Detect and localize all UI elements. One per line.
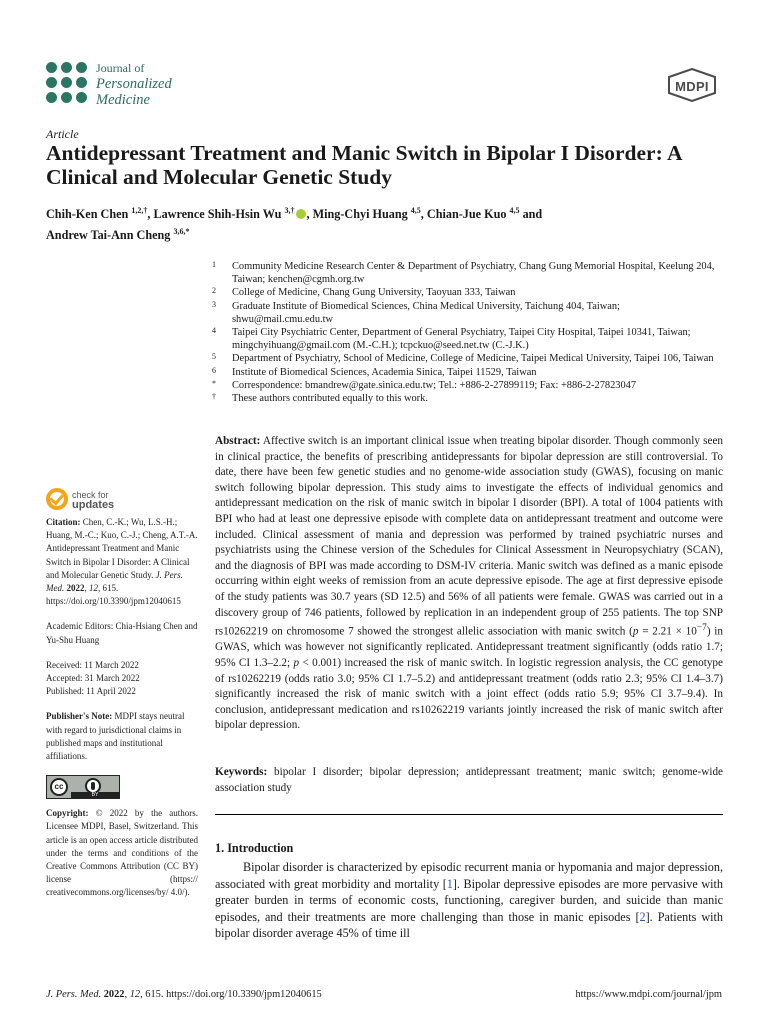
affiliation-number: † [212,392,216,402]
by-label: BY [71,792,119,798]
affiliation-text: Department of Psychiatry, School of Medicine, College of Medicine, Taipei Medical University, Taipei 106, Taiwan [232,353,714,365]
journal-name-line2: Medicine [96,92,150,108]
abstract-text: < 0.001) increased the risk of manic switch. In logistic regression analysis, the CC genotype of rs10262219 (odds ratio 3.0; 95% CI 1.7–5.2) and antidepressant treatment (odds ratio 2.3; 95% CI 1.4–3.7) significantly increased the risk of manic switch with a joint effect (odds ratio 5.9; 95% CI 3.7–9.4). In conclusion, antidepressant medication and rs10262219 variants jointly increased the risk of manic switch after bipolar depression. [215,657,723,732]
section-divider [215,814,723,815]
introduction-text: ]. Bipolar depressive episodes are more pervasive with greater burden in terms of economic costs, functioning, caregiver burden, and suicide than manic episodes, and their treatments are more challenging than those in manic episodes [ [215,876,724,924]
affiliation-text: Taipei City Psychiatric Center, Department of General Psychiatry, Taipei City Hospital, Taipei 10341, Taiwan; mingchyihuang@gmail.com (M.-C.H.); tcpckuo@seed.net.tw (C.-J.K.) [232,327,691,352]
affiliation-item [212,326,722,352]
cc-icon: cc [50,778,68,796]
footer-journal-url[interactable]: https://www.mdpi.com/journal/jpm [575,989,722,1000]
author-affiliation-sup: 4,5 [509,206,520,215]
academic-editors: Academic Editors: Chia-Hsiang Chen and Yu-Shu Huang [46,621,198,645]
affiliation-number: * [212,378,216,388]
introduction-text: ]. Patients with bipolar disorder average 45% of time ill [215,909,723,940]
check-updates-label-2: updates [72,499,115,511]
citation-text: Chen, C.-K.; Wu, L.S.-H.; Huang, M.-C.; Kuo, C.-J.; Cheng, A.T.-A. Antidepressant Treatment and Manic Switch in Bipolar I Disorder: A Clinical and Molecular Genetic Study. [46,517,198,580]
citation-label: Citation: [46,517,81,527]
affiliation-item [212,300,722,326]
equal-contribution-text: These authors contributed equally to this work. [232,393,428,405]
keywords [215,765,723,796]
journal-name-small: Journal of [96,61,145,75]
author-affiliation-sup: 3,6,* [173,227,190,237]
abstract-label: Abstract: [215,435,261,447]
journal-name-line1: Personalized [96,76,172,92]
publishers-note [46,710,198,763]
copyright-text: © 2022 by the authors. Licensee MDPI, Basel, Switzerland. This article is an open access article distributed under the terms and conditions of the Creative Commons Attribution (CC BY) license (https:// creativecommons.org/licenses/by/ 4.0/). [46,808,199,898]
received-date: Received: 11 March 2022 [46,659,139,670]
affiliation-number: 1 [212,260,216,269]
affiliation-number: 6 [212,365,216,375]
affiliation-text: Community Medicine Research Center & Department of Psychiatry, Chang Gung Memorial Hospital, Keelung 204, Taiwan; kenchen@cgmh.org.tw [232,261,715,286]
article-type: Article [46,127,79,141]
reference-link[interactable]: 2 [639,909,646,924]
introduction-text: Bipolar disorder is characterized by episodic recurrent mania or hypomania and major depression, associated with great morbidity and mortality [ [215,860,723,891]
affiliation-text: College of Medicine, Chang Gung University, Taoyuan 333, Taiwan [232,287,516,299]
author-name[interactable]: Chih-Ken Chen [46,207,129,222]
correspondence-text: Correspondence: bmandrew@gate.sinica.edu.tw; Tel.: +886-2-27899119; Fax: +886-2-27823047 [232,379,637,391]
author-name[interactable]: Ming-Chyi Huang [312,207,408,222]
equal-contribution-item [212,392,722,405]
affiliation-text: Institute of Biomedical Sciences, Academia Sinica, Taipei 11529, Taiwan [232,366,537,378]
author-name[interactable]: Lawrence Shih-Hsin Wu [153,207,282,222]
author-name[interactable]: Andrew Tai-Ann Cheng [46,228,171,243]
author-affiliation-sup: 1,2,† [131,206,148,215]
citation-doi[interactable]: , 615. https://doi.org/10.3390/jpm12040615 [46,583,181,607]
keywords-label: Keywords: [215,766,268,778]
citation-volume: 12 [89,583,98,594]
citation-year: 2022 [66,583,85,594]
check-updates-label-1: check for [72,490,109,500]
mdpi-logo-icon [666,68,718,102]
affiliation-text: Graduate Institute of Biomedical Sciences, China Medical University, Taichung 404, Taiwan; shwu@mail.cmu.edu.tw [232,300,620,325]
journal-logo-icon [46,62,88,104]
author-name[interactable]: Chian-Jue Kuo [426,207,507,222]
article-sidebar [46,516,198,912]
footer-citation: J. Pers. Med. 2022, 12, 615. https://doi.org/10.3390/jpm12040615 [46,989,322,1000]
cc-by-license-badge[interactable] [46,775,120,799]
reference-link[interactable]: 1 [446,876,453,891]
copyright [46,807,198,899]
author-affiliation-sup: 4,5 [410,206,421,215]
article-title: Antidepressant Treatment and Manic Switch in Bipolar I Disorder: A Clinical and Molecular Genetic Study [46,141,682,189]
citation: Citation: Chen, C.-K.; Wu, L.S.-H.; Huang, M.-C.; Kuo, C.-J.; Cheng, A.T.-A. Antidepressant Treatment and Manic Switch in Bipolar I Disorder: A Clinical and Molecular Genetic Study. J. Pers. Med. 2022, 12, 615. https://doi.org/10.3390/jpm12040615 [46,517,198,607]
correspondence-item [212,379,722,392]
affiliations [212,260,722,405]
affiliation-number: 4 [212,326,216,336]
section-heading: 1. Introduction [215,841,294,855]
copyright-label: Copyright: [46,808,89,819]
affiliation-item [212,286,722,299]
affiliation-number: 5 [212,352,216,362]
abstract-p-symbol: p [632,625,639,638]
abstract-text: ) in GWAS, which was however not significantly replicated. Antidepressant treatment significantly (odds ratio 1.7; 95% CI 1.3–2.2; [215,625,723,670]
abstract [215,434,723,734]
affiliation-number: 2 [212,286,216,296]
abstract-text: = 2.21 × 10 [638,625,697,638]
abstract-text: Affective switch is an important clinical issue when treating bipolar disorder. Though commonly seen in clinical practice, the benefits of prescribing antidepressants for bipolar depression are still controversial. To date, there have been few genetic studies and no genome-wide association study (GWAS), focusing on manic switch following bipolar depression. This study aims to investigate the effects of individual genomics and antidepressant medication on the risk of manic switch in bipolar I disorder (BPI). A total of 1004 patients with BPI who had at least one depressive episode with complete data on antidepressant treatment and outcome were included. Clinical assessment of mania and depression was performed by trained psychiatric nurses and psychiatrists using the Chinese version of the Schedules for Clinical Assessment in Neuropsychiatry (SCAN), and the diagnosis of BPI was made according to DSM-IV criteria. Manic switch was defined as a manic episode occurring within eight weeks of remission from an acute depressive episode. The age at first depressive episode of the study patients was 30.7 years (SD 12.5) and 56% of all patients were female. GWAS was carried out in a discovery group of 746 patients, followed by replication in an independent group of 255 patients. The top SNP rs10262219 on chromosome 7 showed the strongest allelic association with manic switch ( [215,435,723,638]
dates [46,659,198,699]
authors-and: and [522,207,543,222]
affiliation-item [212,260,722,286]
introduction-paragraph [215,859,723,942]
footer-doi[interactable]: , 615. https://doi.org/10.3390/jpm12040615 [140,989,322,1000]
affiliation-number: 3 [212,299,216,309]
abstract-exponent: −7 [696,623,707,634]
author-list: Chih-Ken Chen $^{1,2,\dagger}$, Lawrence Shih-Hsin Wu $^{3,\dagger}$ , Ming-Chyi Huang $^{4,5}$, Chian-Jue Kuo $^{4,5}$ and Andrew Tai-Ann Cheng $^{3,6,*}$ [46,206,543,243]
publishers-note-label: Publisher's Note: [46,711,113,722]
footer-year: 2022 [103,989,125,1000]
accepted-date: Accepted: 31 March 2022 [46,673,140,684]
published-date: Published: 11 April 2022 [46,686,136,697]
affiliation-item [212,366,722,379]
publishers-note-text: MDPI stays neutral with regard to jurisdictional claims in published maps and institutional affiliations. [46,711,185,762]
affiliation-item [212,352,722,365]
publisher-name: MDPI [675,79,709,94]
journal-name [96,60,172,108]
author-affiliation-sup: 3,† [284,206,295,215]
footer-volume: 12 [129,989,141,1000]
footer-journal: J. Pers. Med. [46,989,102,1000]
check-for-updates-button[interactable] [46,488,136,514]
abstract-p-symbol: p [293,657,300,670]
citation-journal: J. Pers. Med. [46,569,183,594]
orcid-icon[interactable] [296,209,306,219]
keywords-text: bipolar I disorder; bipolar depression; antidepressant treatment; manic switch; genome-wide association study [215,766,723,794]
